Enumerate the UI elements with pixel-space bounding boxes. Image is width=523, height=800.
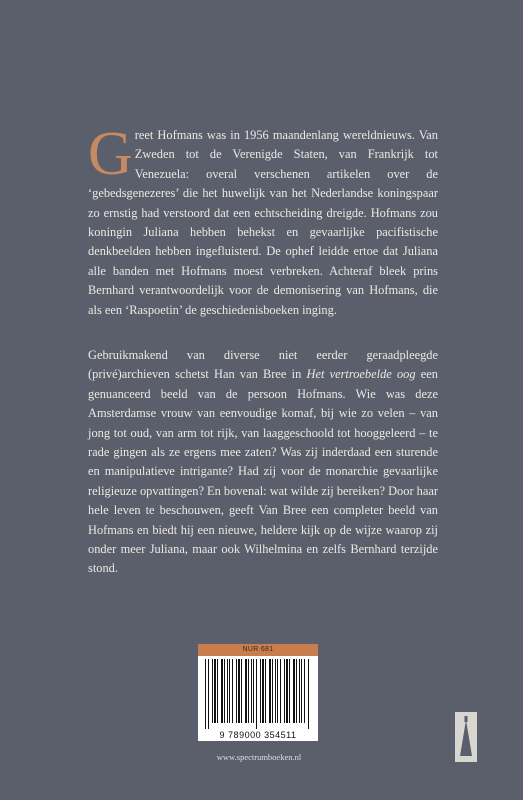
barcode-bar [251, 659, 252, 723]
barcode-bar [289, 659, 290, 723]
barcode-bar [301, 659, 302, 723]
barcode-bar [299, 659, 300, 723]
barcode-bar [272, 659, 273, 723]
barcode-bar [212, 659, 213, 723]
barcode-bar [275, 659, 276, 723]
barcode-bar [293, 659, 295, 723]
barcode-bar [269, 659, 271, 723]
barcode-bar [217, 659, 218, 723]
barcode-bar [229, 659, 230, 723]
barcode-bar [205, 659, 206, 729]
barcode-bar [284, 659, 285, 723]
barcode-bar [227, 659, 228, 723]
barcode-bar [214, 659, 216, 723]
barcode-bar [308, 659, 309, 729]
barcode-bar [265, 659, 266, 723]
barcode-bar [221, 659, 223, 723]
barcode-bar [260, 659, 261, 723]
barcode-bar [238, 659, 240, 723]
barcode-bar [280, 659, 281, 723]
blurb-paragraph-1-text: reet Hofmans was in 1956 maandenlang wereldnieuws. Van Zweden tot de Verenigde Staten, van Frankrijk tot Venezuela: overal verschenen artikelen over de ‘gebedsgenezeres’ die het huwelijk van het Nederlandse koningspaar zo ernstig had verstoord dat een echtscheiding dreigde. Hofmans zou koningin Juliana hebben behekst en gevaarlijke pacifistische denkbeelden hebben ingefluisterd. De ophef leidde ertoe dat Juliana alle banden met Hofmans moest verbreken. Achteraf bleek prins Bernhard verantwoordelijk voor de demonisering van Hofmans, die als een ‘Raspoetin’ de geschiedenisboeken inging. [88, 128, 438, 317]
barcode-bar [245, 659, 247, 723]
nur-label: NUR 681 [198, 644, 318, 656]
barcode-bar [248, 659, 249, 723]
blurb-paragraph-1 [88, 120, 438, 320]
dropcap-letter: G [88, 120, 133, 188]
book-title-italic: Het vertroebelde oog [306, 367, 416, 382]
blurb-paragraph-2-intro: Gebruikmakend van diverse niet eerder geraadpleegde (privé)archieven schetst Han van Bree in [88, 348, 438, 382]
barcode-bar [253, 659, 254, 723]
barcode-bar [236, 659, 237, 723]
spectrum-logo-icon [455, 712, 477, 762]
barcode-bar [232, 659, 233, 723]
barcode-bar [256, 659, 257, 729]
barcode-bar [296, 659, 297, 723]
barcode [203, 659, 313, 729]
barcode-bar [304, 659, 305, 723]
barcode-bar [277, 659, 278, 723]
barcode-bar [241, 659, 242, 723]
barcode-bar [208, 659, 209, 729]
blurb-paragraph-2-rest: een genuanceerd beeld van de persoon Hofmans. Wie was deze Amsterdamse vrouw van eenvoudige komaf, bij wie zo velen – van jong tot oud, van arm tot rijk, van laaggeschoold tot hooggeleerd – te rade gingen als ze ergens mee zaten? Was zij inderdaad een sturende en manipulatieve intrigante? Had zij voor de monarchie gevaarlijke religieuze opvattingen? En bovenal: wat wilde zij bereiken? Door haar hele leven te beschouwen, geeft Van Bree een completer beeld van Hofmans en biedt hij een nieuwe, heldere kijk op de wijze waarop zij onder meer Juliana, maar ook Wilhelmina en zelfs Bernhard terzijde stond. [88, 367, 438, 576]
publisher-website: www.spectrumboeken.nl [216, 752, 302, 762]
blurb-paragraph-2 [88, 346, 438, 579]
barcode-bar [286, 659, 288, 723]
barcode-bar [224, 659, 225, 723]
isbn-digits: 9 789000 354511 [219, 730, 297, 740]
barcode-bar [262, 659, 264, 723]
